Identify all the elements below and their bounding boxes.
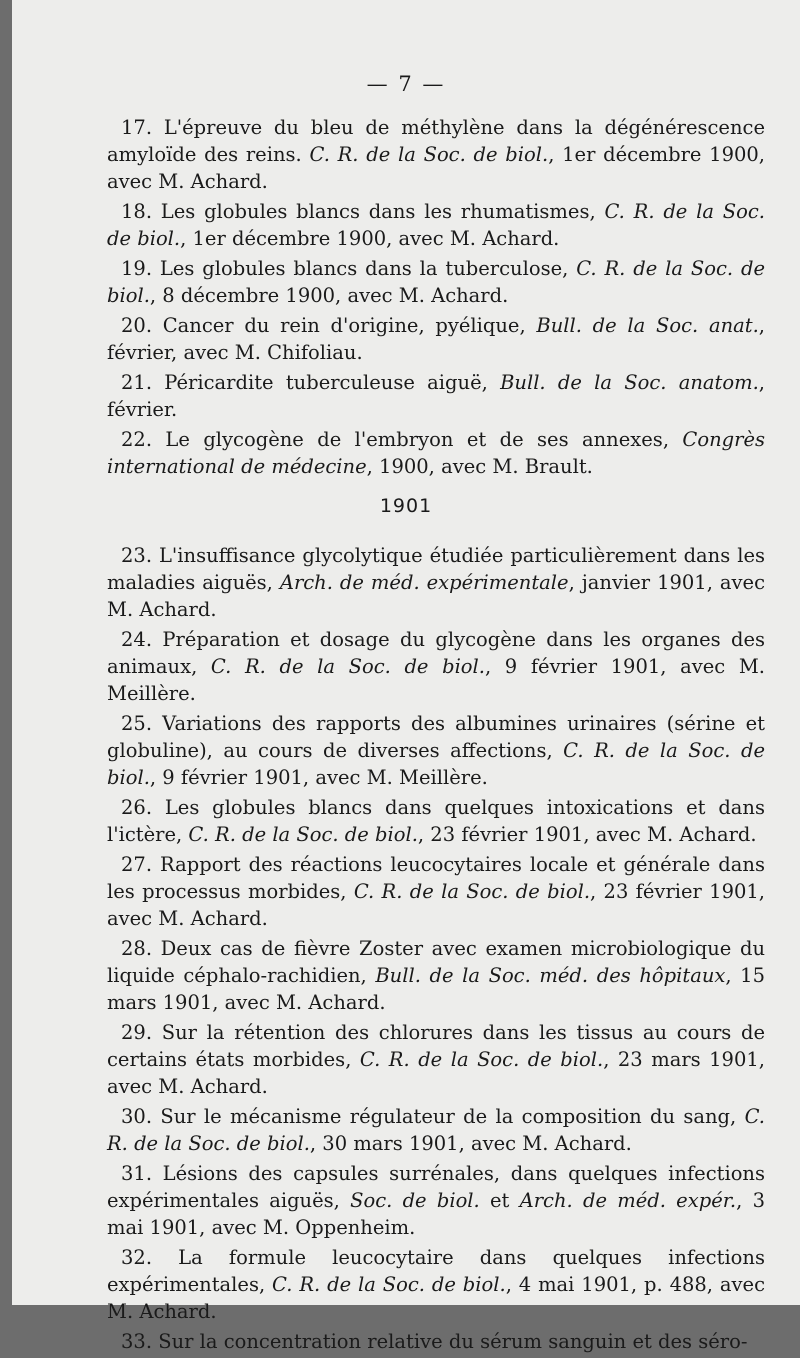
bibliography-entry: 27. Rapport des réactions leucocytaires locale et générale dans les processus morbides, C. R. de la Soc. de biol., 23 février 1901, avec M. Achard.	[107, 853, 766, 930]
year-heading: 1901	[379, 495, 433, 517]
bibliography-entry: 29. Sur la rétention des chlorures dans les tissus au cours de certains états morbides, C. R. de la Soc. de biol., 23 mars 1901, avec M. Achard.	[107, 1021, 765, 1098]
bibliography-entry: 30. Sur le mécanisme régulateur de la composition du sang, C. R. de la Soc. de biol., 30 mars 1901, avec M. Achard.	[107, 1105, 765, 1155]
bibliography-entry: 28. Deux cas de fièvre Zoster avec examen microbiologique du liquide céphalo-rachidien, Bull. de la Soc. méd. des hôpitaux, 15 mars 1901, avec M. Achard.	[107, 937, 765, 1014]
bibliography-entry: 23. L'insuffisance glycolytique étudiée particulièrement dans les maladies aiguës, Arch. de méd. expérimentale, janvier 1901, avec M. Achard.	[107, 544, 765, 621]
bibliography-entry: 20. Cancer du rein d'origine, pyélique, Bull. de la Soc. anat., février, avec M. Chifoliau.	[107, 314, 765, 364]
bibliography-entry: 26. Les globules blancs dans quelques intoxications et dans l'ictère, C. R. de la Soc. de biol., 23 février 1901, avec M. Achard.	[107, 796, 765, 846]
bibliography-entry: 22. Le glycogène de l'embryon et de ses annexes, Congrès international de médecine, 1900, avec M. Brault.	[107, 428, 765, 478]
bibliography-entry: 32. La formule leucocytaire dans quelques infections expérimentales, C. R. de la Soc. de biol., 4 mai 1901, p. 488, avec M. Achard.	[107, 1246, 765, 1323]
bibliography-entry: 31. Lésions des capsules surrénales, dans quelques infections expérimentales aiguës, Soc. de biol. et Arch. de méd. expér., 3 mai 1901, avec M. Oppenheim.	[107, 1162, 765, 1239]
entries-1900	[107, 114, 765, 483]
bibliography-entry: 17. L'épreuve du bleu de méthylène dans la dégénérescence amyloïde des reins. C. R. de la Soc. de biol., 1er décembre 1900, avec M. Achard.	[107, 116, 765, 193]
bibliography-entry: 21. Péricardite tuberculeuse aiguë, Bull. de la Soc. anatom., février.	[107, 371, 765, 421]
bibliography-entry: 25. Variations des rapports des albumines urinaires (sérine et globuline), au cours de diverses affections, C. R. de la Soc. de biol., 9 février 1901, avec M. Meillère.	[107, 712, 765, 789]
page	[12, 0, 800, 1353]
bibliography-entry: 33. Sur la concentration relative du sérum sanguin et des séro-	[121, 1330, 748, 1353]
bibliography-entry: 24. Préparation et dosage du glycogène dans les organes des animaux, C. R. de la Soc. de biol., 9 février 1901, avec M. Meillère.	[107, 628, 765, 705]
page-number-header: — 7 —	[366, 72, 446, 96]
bibliography-entry: 19. Les globules blancs dans la tuberculose, C. R. de la Soc. de biol., 8 décembre 1900, avec M. Achard.	[107, 257, 765, 307]
bibliography-entry: 18. Les globules blancs dans les rhumatismes, C. R. de la Soc. de biol., 1er décembre 1900, avec M. Achard.	[107, 200, 765, 250]
entries-1901	[107, 542, 765, 1358]
